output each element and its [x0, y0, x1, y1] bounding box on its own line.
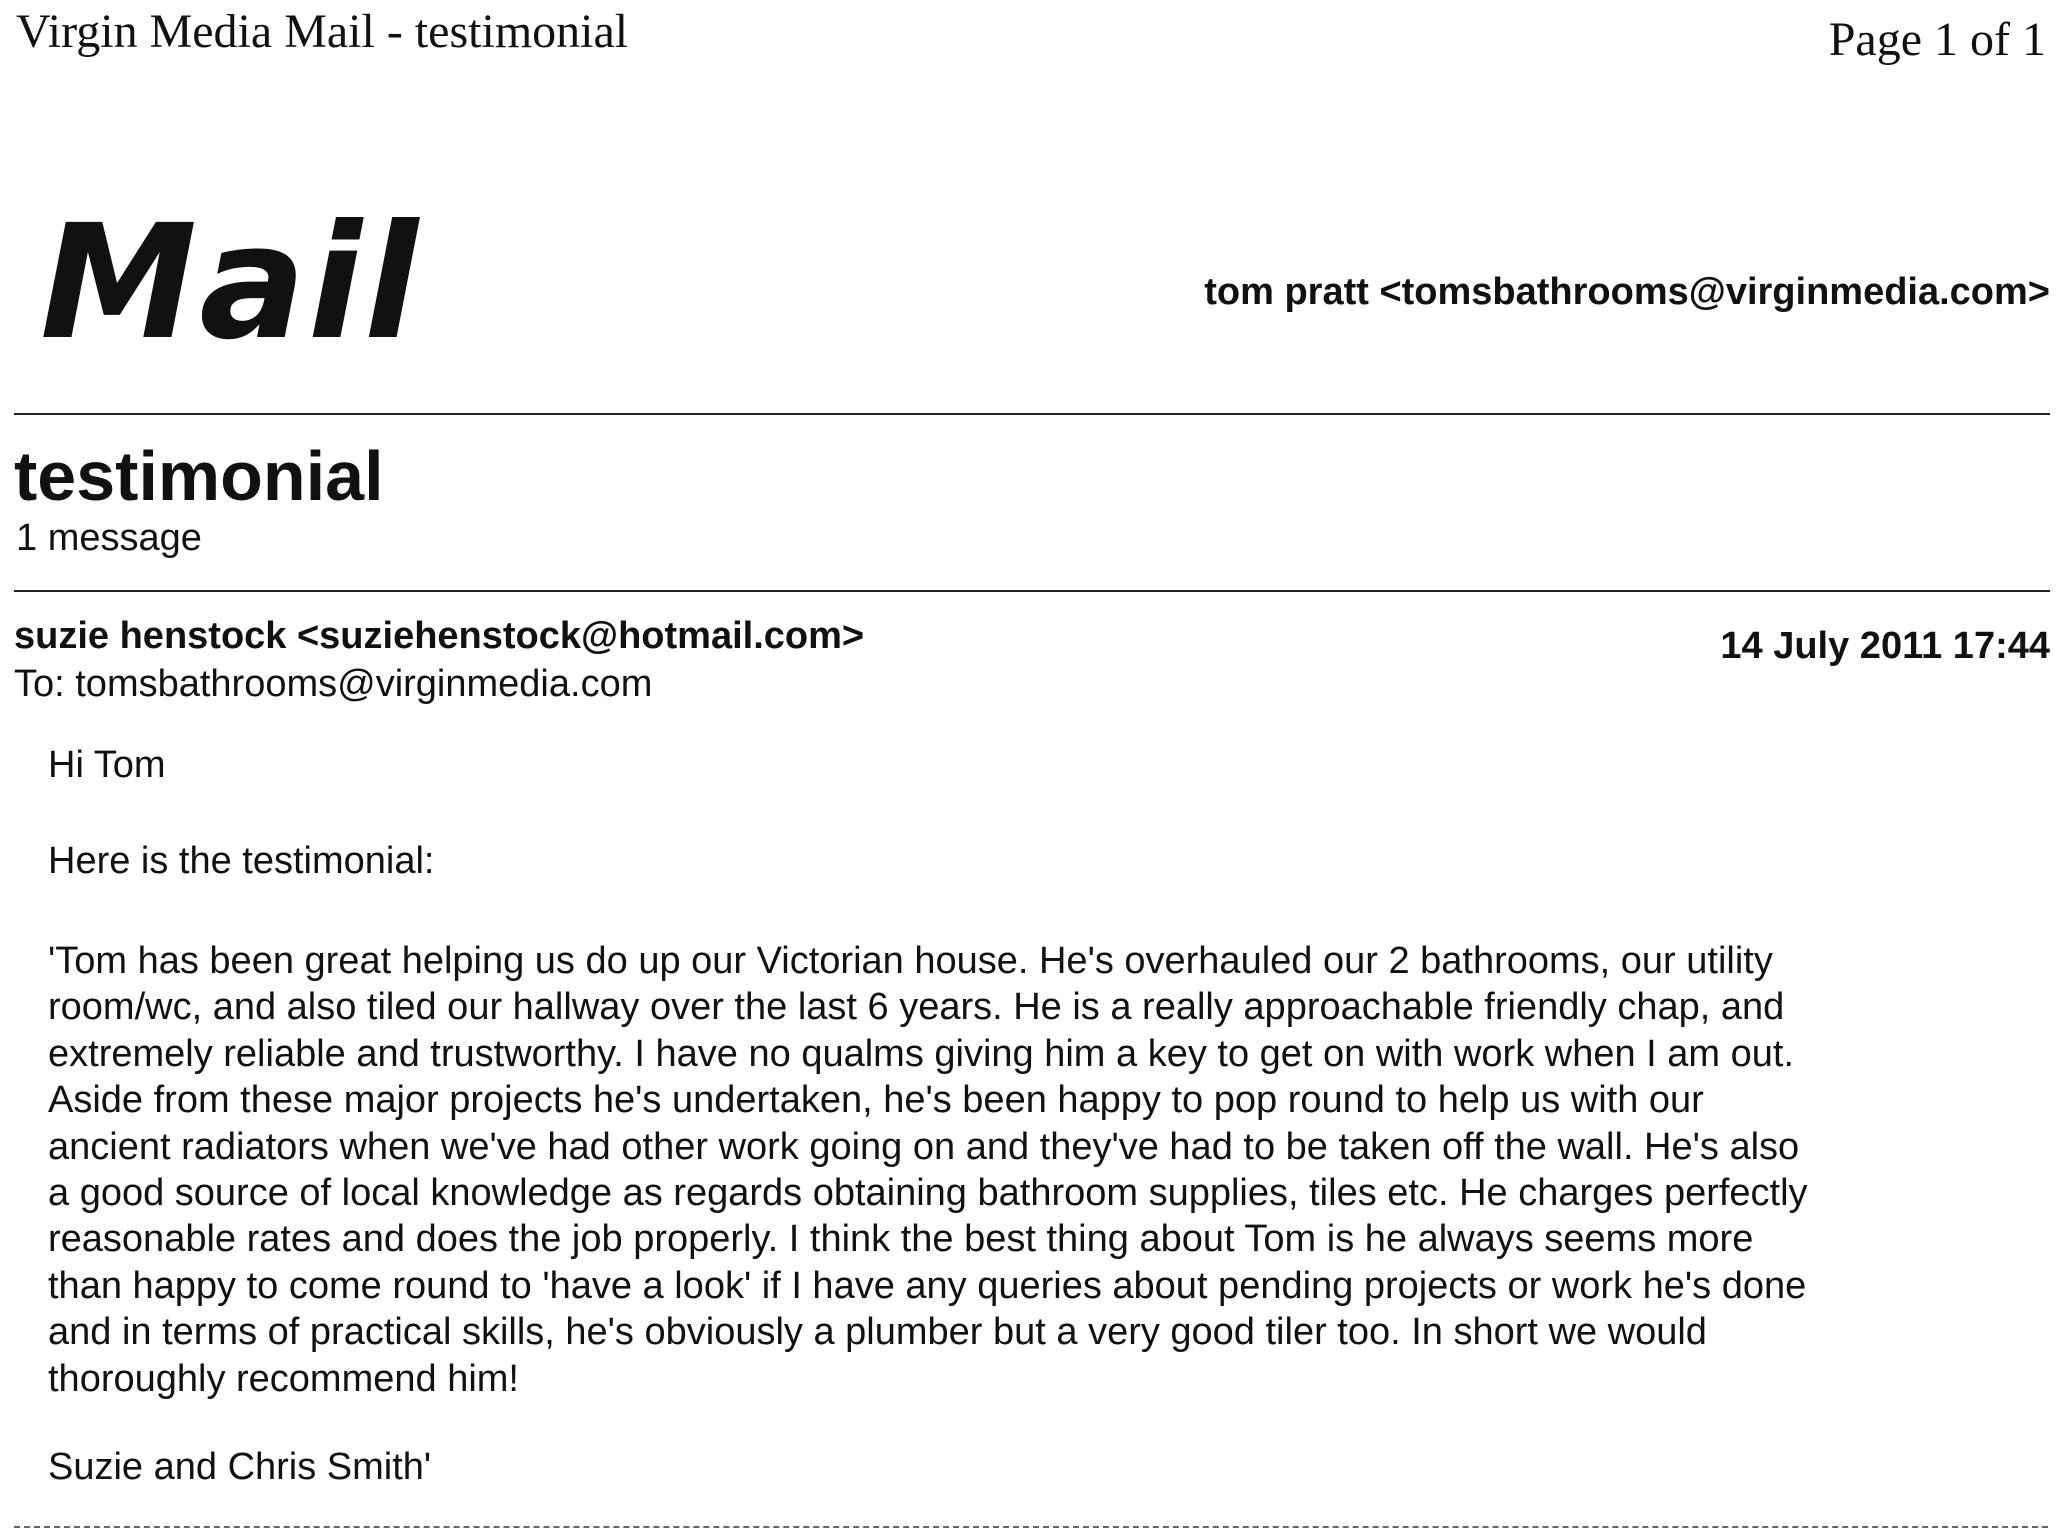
- quote-line: Aside from these major projects he's undertaken, he's been happy to pop round to help us with our: [48, 1079, 1704, 1122]
- print-header-title: Virgin Media Mail - testimonial: [16, 5, 629, 58]
- account-address: tom pratt <tomsbathrooms@virginmedia.com>: [1204, 271, 2050, 313]
- quote-line: reasonable rates and does the job properly. I think the best thing about Tom is he always seems more: [48, 1218, 1754, 1261]
- quote-line: a good source of local knowledge as regards obtaining bathroom supplies, tiles etc. He charges perfectly: [48, 1172, 1808, 1215]
- message-sender: suzie henstock <suziehenstock@hotmail.com>: [14, 615, 865, 657]
- message-signoff: Suzie and Chris Smith': [48, 1446, 432, 1488]
- message-greeting: Hi Tom: [48, 744, 166, 786]
- quote-line: than happy to come round to 'have a look' if I have any queries about pending projects or work he's done: [48, 1264, 1807, 1307]
- header-divider: [14, 413, 2050, 415]
- quote-line: room/wc, and also tiled our hallway over the last 6 years. He is a really approachable friendly chap, and: [48, 986, 1785, 1029]
- print-page-number: Page 1 of 1: [1828, 13, 2046, 66]
- message-recipient: To: tomsbathrooms@virginmedia.com: [14, 663, 653, 705]
- thread-divider: [14, 590, 2050, 592]
- quote-line: 'Tom has been great helping us do up our Victorian house. He's overhauled our 2 bathrooms, our utility: [48, 940, 1773, 982]
- message-intro: Here is the testimonial:: [48, 840, 435, 882]
- message-count: 1 message: [16, 517, 202, 559]
- quote-line: ancient radiators when we've had other work going on and they've had to be taken off the wall. He's also: [48, 1125, 1800, 1168]
- quote-line: extremely reliable and trustworthy. I have no qualms giving him a key to get on with work when I am out.: [48, 1032, 1795, 1075]
- quote-line: and in terms of practical skills, he's obviously a plumber but a very good tiler too. In short we would: [48, 1311, 1707, 1354]
- footer-divider: [14, 1526, 2048, 1528]
- testimonial-quote: [48, 938, 1808, 1402]
- quote-line: thoroughly recommend him!: [48, 1357, 519, 1400]
- message-date: 14 July 2011 17:44: [1720, 625, 2050, 667]
- mail-logo: Mail: [40, 191, 421, 375]
- thread-subject: testimonial: [14, 437, 384, 515]
